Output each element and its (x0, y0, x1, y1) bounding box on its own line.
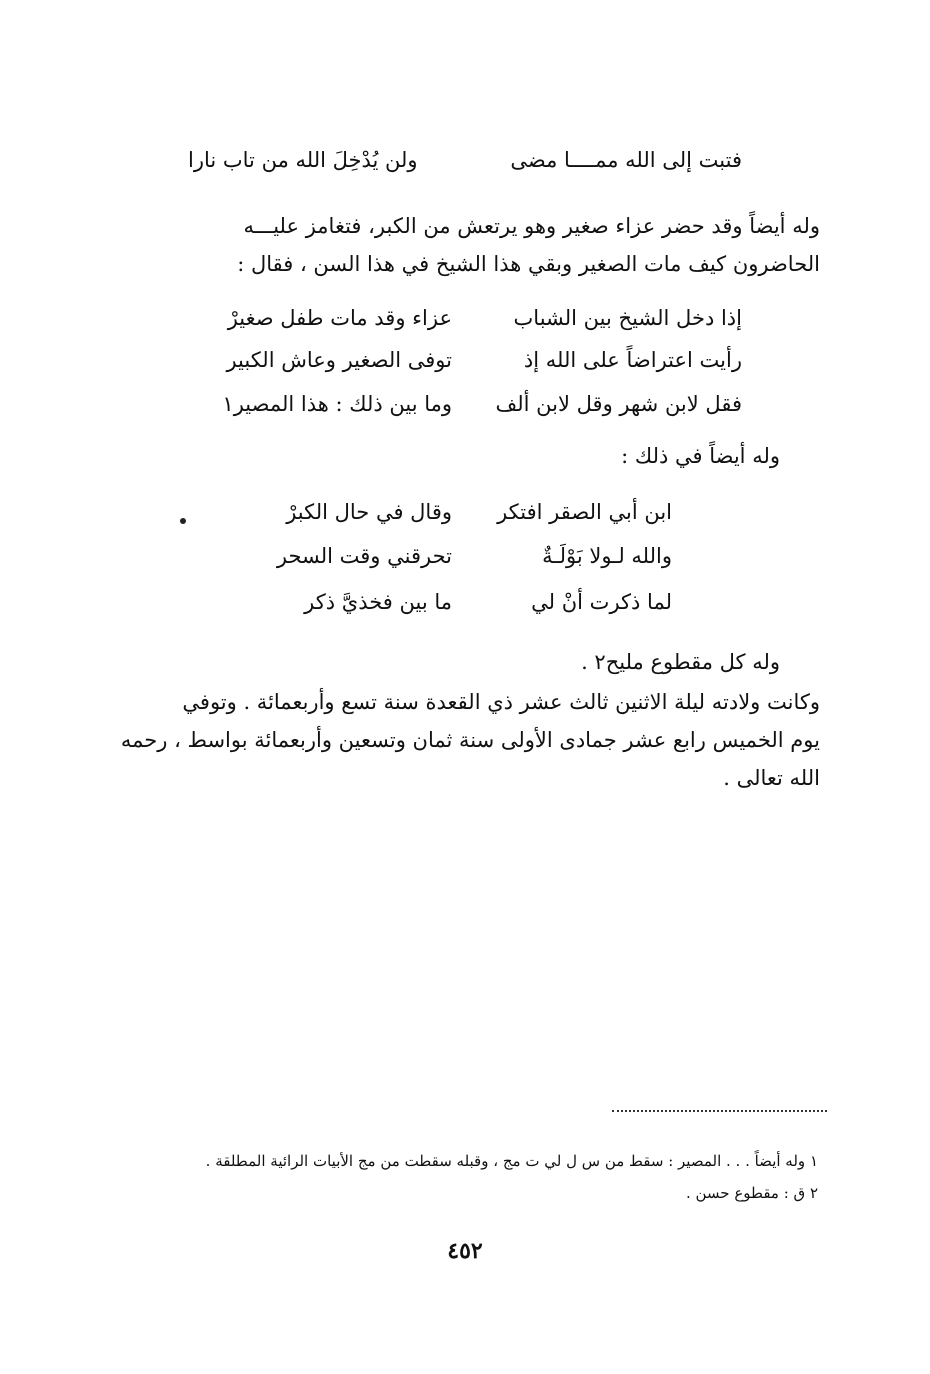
poem2-verse3-left: ما بين فخذيَّ ذكر (304, 590, 452, 614)
poem2-verse (0, 582, 930, 622)
poem1-verse (0, 340, 930, 380)
page-number: ٤٥٢ (447, 1238, 483, 1264)
poem2-verse1-left: وقال في حال الكبرْ (286, 500, 452, 524)
poem1-verse (0, 298, 930, 338)
closing-line4: الله تعالى . (723, 766, 820, 790)
poem2-verse (0, 492, 930, 532)
paragraph1-line1: وله أيضاً وقد حضر عزاء صغير وهو يرتعش من الكبر، فتغامز عليـــه (243, 214, 820, 238)
intro2-line: وله أيضاً في ذلك : (621, 444, 780, 468)
verse-intro-right-hemistich: فتبت إلى الله ممــــا مضى (510, 148, 742, 172)
poem1-verse3-right: فقل لابن شهر وقل لابن ألف (495, 392, 742, 416)
poem1-verse1-left: عزاء وقد مات طفل صغيرْ (227, 306, 452, 330)
paragraph1-line2: الحاضرون كيف مات الصغير وبقي هذا الشيخ في هذا السن ، فقال : (237, 252, 820, 276)
poem1-verse3-left: وما بين ذلك : هذا المصير١ (222, 392, 452, 416)
poem1-verse1-right: إذا دخل الشيخ بين الشباب (513, 306, 742, 330)
poem1-verse2-right: رأيت اعتراضاً على الله إذ (523, 348, 742, 372)
poem2-verse (0, 536, 930, 576)
poem2-verse2-right: والله لـولا بَوْلَـةٌ (542, 544, 672, 568)
verse-intro (0, 140, 930, 180)
footnote-1: ١ وله أيضاً . . . المصير : سقط من س ل لي ت مج ، وقبله سقطت من مج الأبيات الرائية المطلقة . (205, 1152, 818, 1170)
poem2-verse2-left: تحرقني وقت السحر (276, 544, 452, 568)
closing-line2: وكانت ولادته ليلة الاثنين ثالث عشر ذي القعدة سنة تسع وأربعمائة . وتوفي (182, 690, 820, 714)
poem1-verse2-left: توفى الصغير وعاش الكبير (226, 348, 452, 372)
verse-intro-left-hemistich: ولن يُدْخِلَ الله من تاب نارا (188, 148, 418, 172)
poem1-verse (0, 384, 930, 424)
closing-line3: يوم الخميس رابع عشر جمادى الأولى سنة ثمان وتسعين وأربعمائة بواسط ، رحمه (120, 728, 820, 752)
poem2-verse1-right: ابن أبي الصقر افتكر (497, 500, 672, 524)
footnote-divider (612, 1110, 827, 1112)
closing-line1: وله كل مقطوع مليح٢ . (581, 650, 780, 674)
poem2-verse3-right: لما ذكرت أنْ لي (531, 590, 672, 614)
footnote-2: ٢ ق : مقطوع حسن . (685, 1184, 818, 1202)
